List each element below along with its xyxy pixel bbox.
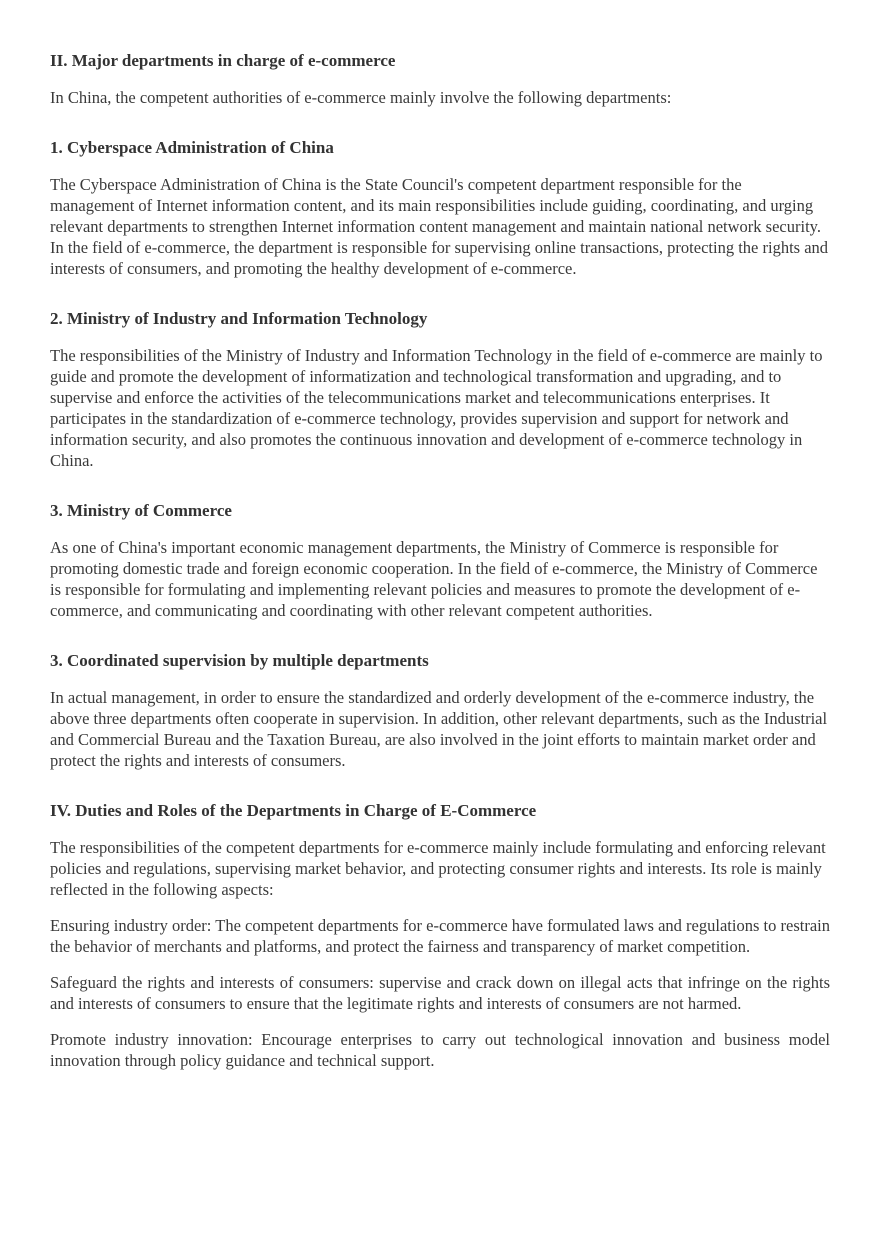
cyberspace-administration-paragraph: The Cyberspace Administration of China is the State Council's competent department responsible for the management of Internet information content, and its main responsibilities include guiding, coordinating, and urging relevant departments to strengthen Internet information content management and maintain national network security. In the field of e-commerce, the department is responsible for supervising online transactions, protecting the rights and interests of consumers, and promoting the healthy development of e-commerce. xyxy=(50,175,829,278)
section-heading-duties-and-roles: IV. Duties and Roles of the Departments in Charge of E-Commerce xyxy=(50,801,537,820)
ministry-of-commerce-paragraph: As one of China's important economic management departments, the Ministry of Commerce is responsible for promoting domestic trade and foreign economic cooperation. In the field of e-commerce, the Ministry of Commerce is responsible for formulating and implementing relevant policies and measures to promote the development of e-commerce, and communicating and coordinating with other relevant competent authorities. xyxy=(50,538,818,620)
intro-paragraph: In China, the competent authorities of e-commerce mainly involve the following departments: xyxy=(50,88,672,107)
duties-intro-paragraph: The responsibilities of the competent departments for e-commerce mainly include formulating and enforcing relevant policies and regulations, supervising market behavior, and protecting consumer rights and interests. Its role is mainly reflected in the following aspects: xyxy=(50,838,826,899)
document-page xyxy=(50,50,830,1071)
duty-item-industry-order: Ensuring industry order: The competent departments for e-commerce have formulated laws and regulations to restrain the behavior of merchants and platforms, and protect the fairness and transparency of market competition. xyxy=(50,916,830,956)
miit-paragraph: The responsibilities of the Ministry of Industry and Information Technology in the field of e-commerce are mainly to guide and promote the development of informatization and technological transformation and upgrading, and to supervise and enforce the activities of the telecommunications market and telecommunications enterprises. It participates in the standardization of e-commerce technology, provides supervision and support for network and information security, and also promotes the continuous innovation and development of e-commerce technology in China. xyxy=(50,346,823,470)
section-heading-coordinated-supervision: 3. Coordinated supervision by multiple departments xyxy=(50,651,429,670)
section-heading-miit: 2. Ministry of Industry and Information Technology xyxy=(50,309,428,328)
section-heading-ministry-of-commerce: 3. Ministry of Commerce xyxy=(50,501,232,520)
duty-item-industry-innovation: Promote industry innovation: Encourage enterprises to carry out technological innovation and business model innovation through policy guidance and technical support. xyxy=(50,1030,830,1070)
duty-item-consumer-rights: Safeguard the rights and interests of consumers: supervise and crack down on illegal acts that infringe on the rights and interests of consumers to ensure that the legitimate rights and interests of consumers are not harmed. xyxy=(50,973,830,1013)
section-heading-major-departments: II. Major departments in charge of e-commerce xyxy=(50,51,396,70)
coordinated-supervision-paragraph: In actual management, in order to ensure the standardized and orderly development of the e-commerce industry, the above three departments often cooperate in supervision. In addition, other relevant departments, such as the Industrial and Commercial Bureau and the Taxation Bureau, are also involved in the joint efforts to maintain market order and protect the rights and interests of consumers. xyxy=(50,688,828,770)
section-heading-cyberspace-administration: 1. Cyberspace Administration of China xyxy=(50,138,334,157)
